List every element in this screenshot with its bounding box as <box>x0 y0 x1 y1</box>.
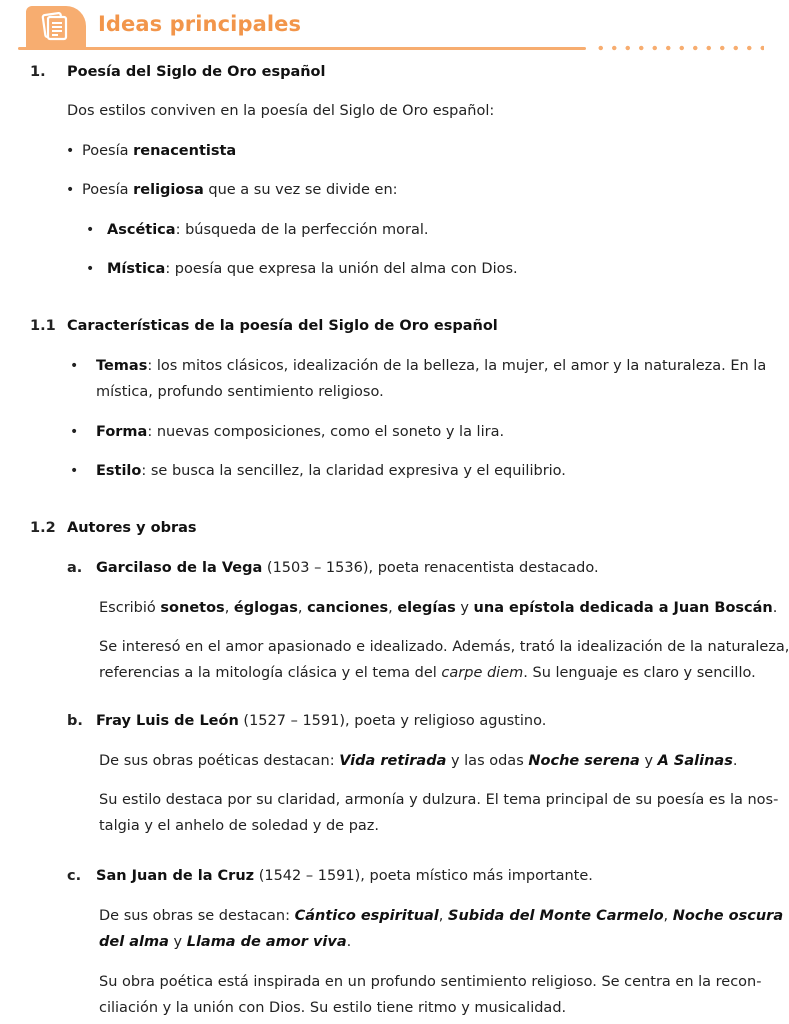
list-item: Estilo: se busca la sencillez, la claridad expresiva y el equilibrio. <box>96 463 566 479</box>
author-description: Se interesó en el amor apasionado e idealizado. Además, trató la idealización de la naturaleza, <box>99 639 789 655</box>
header-dotted-divider <box>594 45 764 51</box>
bullet-marker: • <box>70 358 79 374</box>
section-title: Características de la poesía del Siglo de Oro español <box>67 318 498 334</box>
section-title: Poesía del Siglo de Oro español <box>67 64 326 80</box>
author-description: referencias a la mitología clásica y el tema del carpe diem. Su lenguaje es claro y sencillo. <box>99 665 756 681</box>
author-letter: c. <box>67 868 82 884</box>
section-number: 1.1 <box>30 318 56 334</box>
list-item-continuation: mística, profundo sentimiento religioso. <box>96 384 384 400</box>
bullet-marker: • <box>86 261 95 277</box>
author-description: Su obra poética está inspirada en un profundo sentimiento religioso. Se centra en la recon- <box>99 974 762 990</box>
author-works: De sus obras se destacan: Cántico espiritual, Subida del Monte Carmelo, Noche oscura <box>99 908 784 924</box>
bullet-marker: • <box>86 222 95 238</box>
sub-list-item: Ascética: búsqueda de la perfección moral. <box>107 222 429 238</box>
author-letter: b. <box>67 713 83 729</box>
author-description: Su estilo destaca por su claridad, armonía y dulzura. El tema principal de su poesía es la nos- <box>99 792 779 808</box>
author-works: Escribió sonetos, églogas, canciones, elegías y una epístola dedicada a Juan Boscán. <box>99 600 778 616</box>
author-heading: Garcilaso de la Vega (1503 – 1536), poeta renacentista destacado. <box>96 560 599 576</box>
header-divider <box>18 47 586 50</box>
bullet-marker: • <box>66 182 75 198</box>
author-works: De sus obras poéticas destacan: Vida retirada y las odas Noche serena y A Salinas. <box>99 753 738 769</box>
section-header <box>0 0 772 60</box>
author-letter: a. <box>67 560 83 576</box>
list-item: Poesía religiosa que a su vez se divide en: <box>82 182 398 198</box>
section-title: Autores y obras <box>67 520 197 536</box>
bullet-marker: • <box>70 424 79 440</box>
sub-list-item: Mística: poesía que expresa la unión del alma con Dios. <box>107 261 518 277</box>
header-icon-badge <box>26 6 86 48</box>
section-intro: Dos estilos conviven en la poesía del Siglo de Oro español: <box>67 103 495 119</box>
list-item: Poesía renacentista <box>82 143 237 159</box>
author-heading: Fray Luis de León (1527 – 1591), poeta y religioso agustino. <box>96 713 547 729</box>
list-item: Temas: los mitos clásicos, idealización de la belleza, la mujer, el amor y la naturaleza. En la <box>96 358 767 374</box>
bullet-marker: • <box>66 143 75 159</box>
author-description: ciliación y la unión con Dios. Su estilo tiene ritmo y musicalidad. <box>99 1000 567 1016</box>
list-item: Forma: nuevas composiciones, como el soneto y la lira. <box>96 424 505 440</box>
section-number: 1. <box>30 64 46 80</box>
author-description: talgia y el anhelo de soledad y de paz. <box>99 818 380 834</box>
document-stack-icon <box>38 12 72 42</box>
page-title: Ideas principales <box>98 12 302 36</box>
author-works-continuation: del alma y Llama de amor viva. <box>99 934 352 950</box>
bullet-marker: • <box>70 463 79 479</box>
section-number: 1.2 <box>30 520 56 536</box>
author-heading: San Juan de la Cruz (1542 – 1591), poeta místico más importante. <box>96 868 593 884</box>
